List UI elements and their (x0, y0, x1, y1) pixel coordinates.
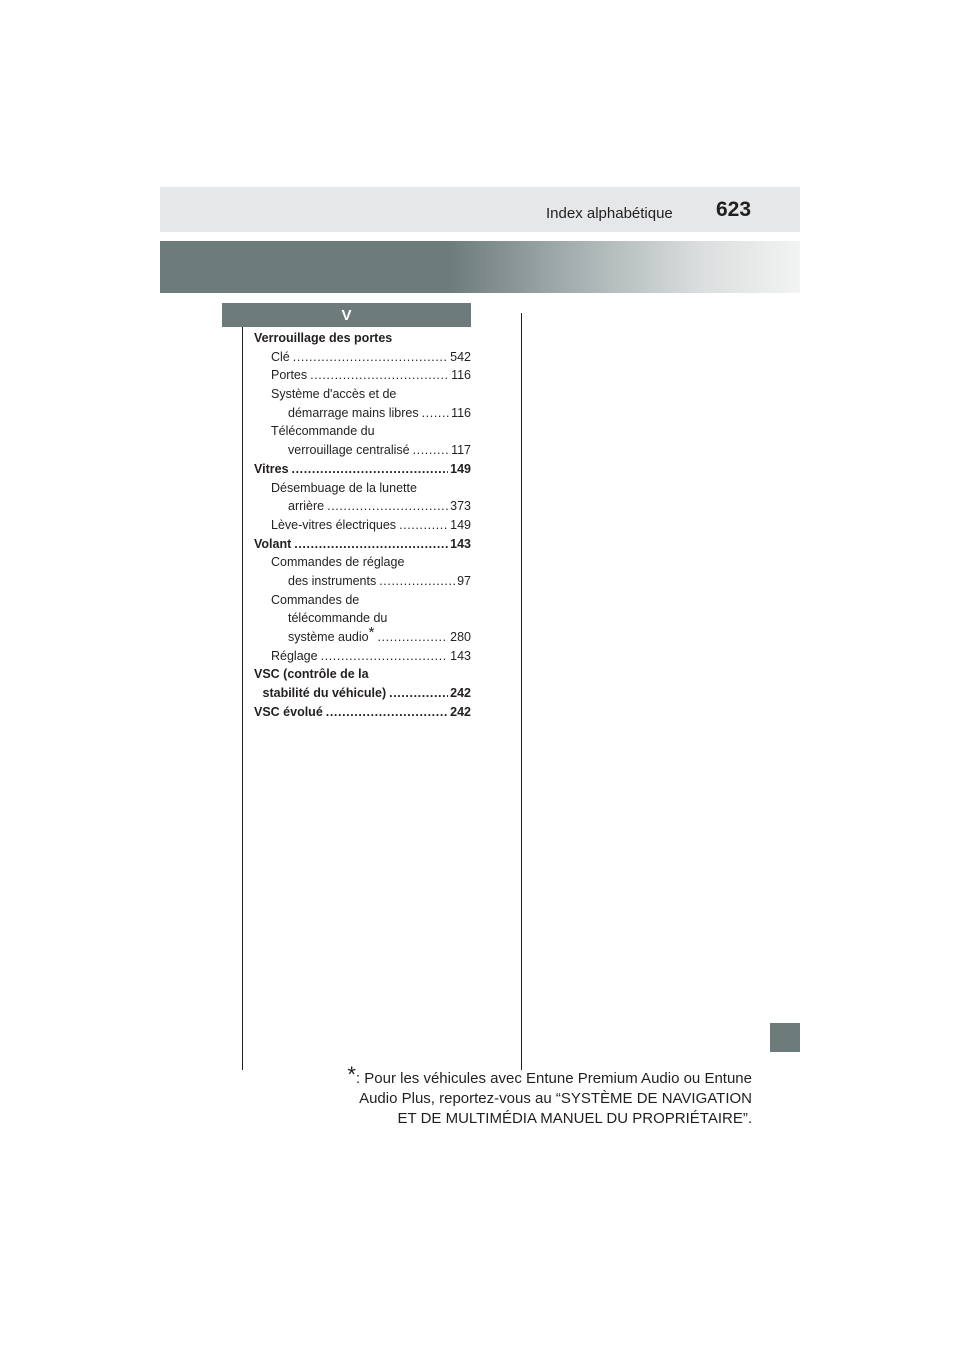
index-entry (254, 441, 471, 460)
footnote-line-2: Audio Plus, reportez-vous au “SYSTÈME DE NAVIGATION (359, 1090, 752, 1107)
index-entry (254, 348, 471, 367)
dot-leader (389, 684, 448, 703)
dot-leader (321, 647, 449, 666)
index-entry-text: Lève-vitres électriques (271, 517, 397, 532)
index-entry-text: Télécommande du (271, 424, 375, 439)
index-entry (254, 572, 471, 591)
index-entry-text: Désembuage de la lunette (271, 480, 417, 495)
index-entry-text: Portes (271, 368, 308, 383)
index-entry-text: stabilité du véhicule) (262, 686, 387, 701)
footnote-line-1: *: Pour les véhicules avec Entune Premium Audio ou Entune (347, 1062, 752, 1087)
dot-leader (292, 460, 449, 479)
index-entry (254, 366, 471, 385)
index-entry-text: Vitres (254, 461, 289, 476)
index-entry-text: Commandes de réglage (271, 555, 405, 570)
index-entry-page: 373 (448, 497, 471, 516)
index-entry-text: VSC évolué (254, 704, 323, 719)
index-entry-text: arrière (288, 499, 325, 514)
index-entry-text: Volant (254, 536, 292, 551)
index-entry (254, 553, 471, 572)
dot-leader (327, 497, 448, 516)
dot-leader (379, 572, 455, 591)
index-entry-text: verrouillage centralisé (288, 443, 410, 458)
index-entry-text: Réglage (271, 648, 318, 663)
dot-leader (310, 366, 449, 385)
dot-leader (326, 703, 448, 722)
index-entry-text: système audio* (288, 624, 375, 644)
index-entry-page: 149 (448, 516, 471, 535)
index-entry-text: démarrage mains libres (288, 405, 419, 420)
footnote-reference-star: * (368, 624, 375, 641)
footnote (330, 1062, 752, 1129)
index-entry (254, 460, 471, 479)
index-entry-text: télécommande du (288, 611, 388, 626)
dot-leader (399, 516, 448, 535)
index-entry-page: 143 (448, 647, 471, 666)
index-entry-page: 143 (448, 535, 471, 554)
index-entry-page: 149 (448, 460, 471, 479)
index-entry (254, 665, 471, 684)
index-entry (254, 404, 471, 423)
footnote-star: * (347, 1062, 356, 1087)
decorative-gradient-bar (160, 241, 800, 293)
index-entry-page: 542 (448, 348, 471, 367)
index-entry-page: 242 (448, 684, 471, 703)
index-entry-page: 242 (448, 703, 471, 722)
index-entry-text: Système d'accès et de (271, 387, 397, 402)
index-entry (254, 516, 471, 535)
index-entry (254, 422, 471, 441)
index-entry (254, 329, 471, 348)
section-title: Index alphabétique (546, 205, 673, 222)
index-entry-list (254, 329, 471, 721)
index-entry-page: 117 (449, 441, 471, 460)
index-entry (254, 609, 471, 628)
dot-leader (294, 535, 448, 554)
index-entry-page: 116 (449, 404, 471, 423)
index-entry (254, 385, 471, 404)
index-entry-text: Clé (271, 349, 290, 364)
index-entry (254, 624, 471, 647)
index-entry-text: des instruments (288, 573, 377, 588)
index-entry (254, 591, 471, 610)
index-entry-page: 116 (449, 366, 471, 385)
footnote-line-3: ET DE MULTIMÉDIA MANUEL DU PROPRIÉTAIRE”. (397, 1110, 752, 1127)
index-entry-text: Verrouillage des portes (254, 331, 393, 345)
index-entry-page: 97 (455, 572, 471, 591)
chapter-tab-marker (770, 1023, 800, 1052)
index-entry-page: 280 (448, 628, 471, 647)
index-entry (254, 479, 471, 498)
dot-leader (422, 404, 449, 423)
page-number: 623 (716, 198, 752, 221)
column-rule-middle (521, 313, 522, 1070)
index-entry (254, 647, 471, 666)
index-letter-heading: V (222, 303, 471, 327)
index-entry-text: VSC (contrôle de la (254, 667, 369, 682)
header-band (160, 187, 800, 232)
index-entry (254, 497, 471, 516)
dot-leader (413, 441, 449, 460)
dot-leader (377, 628, 448, 647)
column-rule-left (242, 327, 243, 1070)
index-entry (254, 684, 471, 703)
index-entry (254, 535, 471, 554)
dot-leader (293, 348, 448, 367)
index-entry (254, 703, 471, 722)
index-entry-text: Commandes de (271, 592, 360, 607)
